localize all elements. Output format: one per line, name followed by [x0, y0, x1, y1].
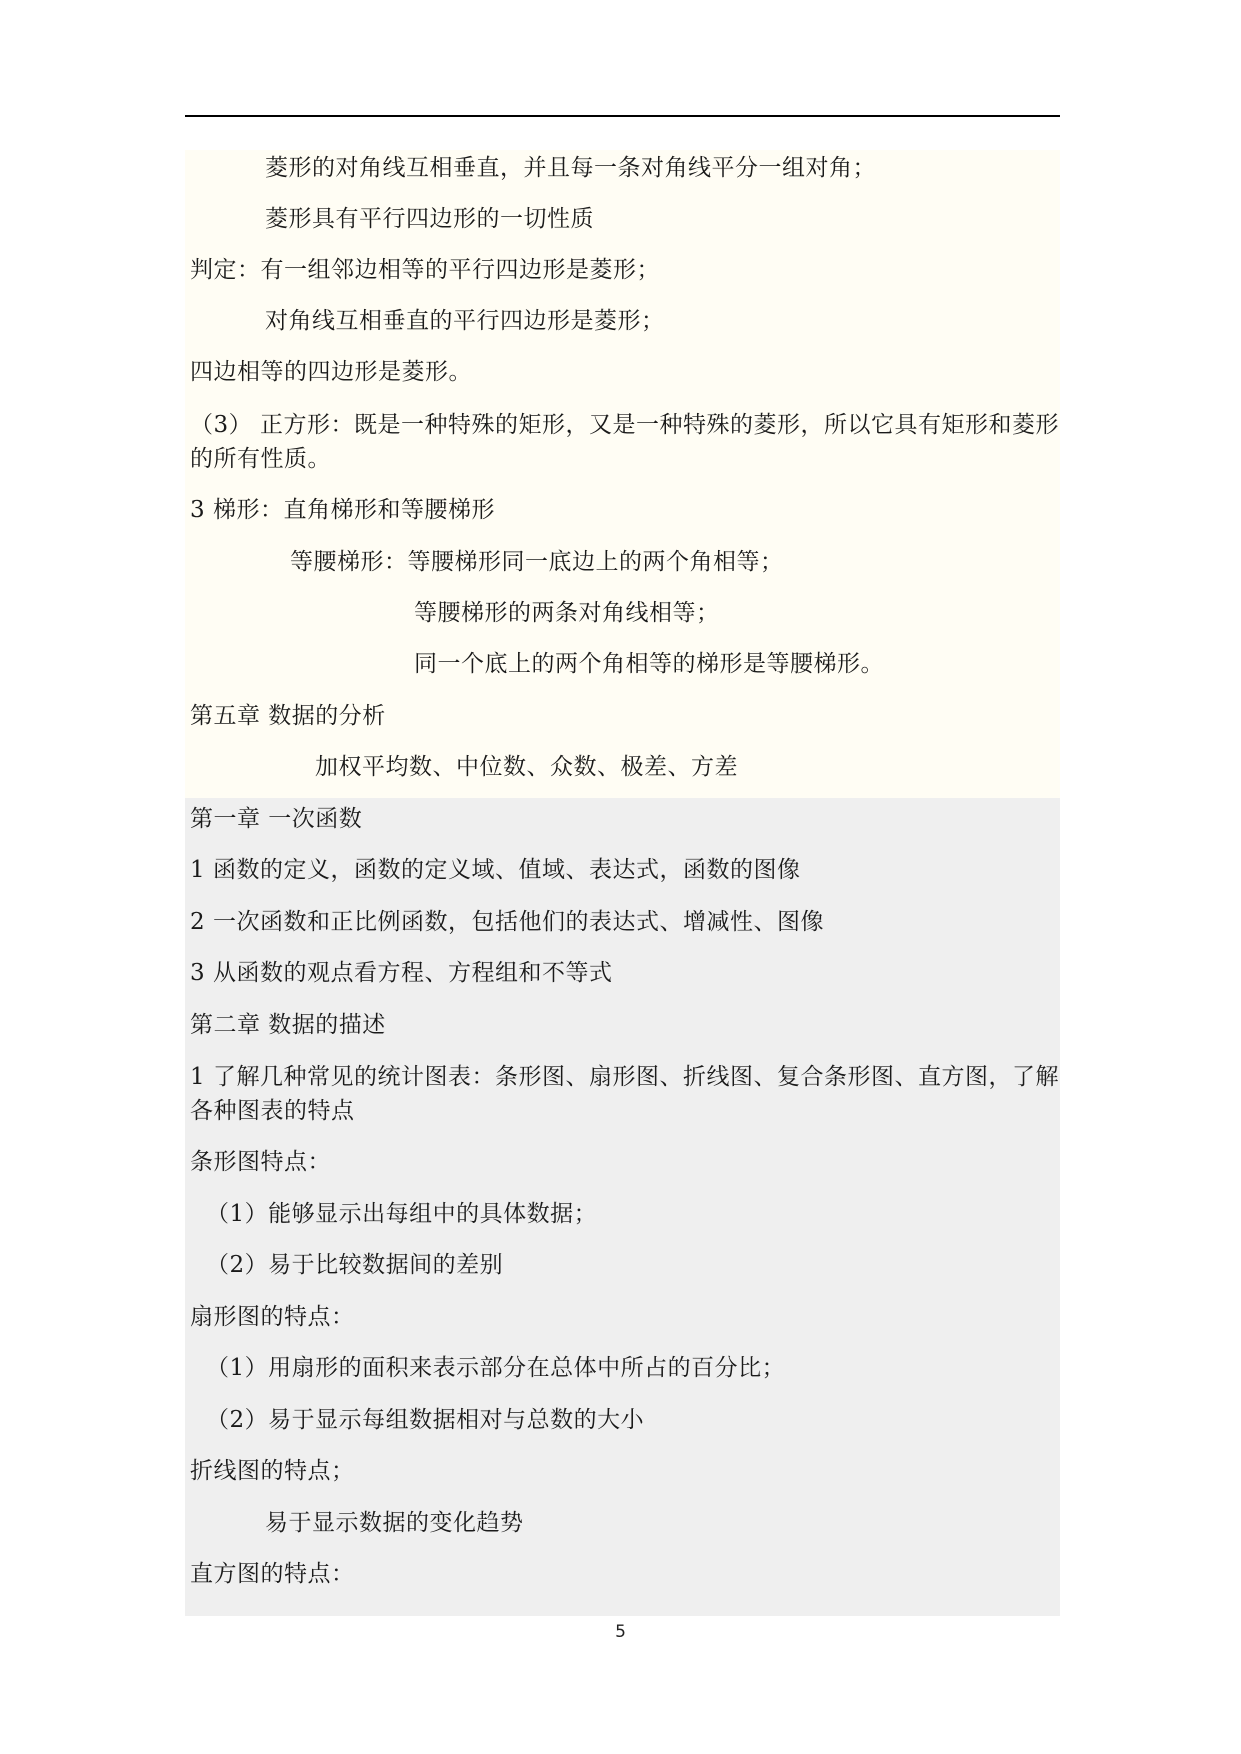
chapter-heading: 第五章 数据的分析: [190, 703, 386, 729]
text-line: 同一个底上的两个角相等的梯形是等腰梯形。: [414, 651, 884, 677]
text-line: （1）能够显示出每组中的具体数据；: [206, 1201, 598, 1227]
chapter-heading: 第二章 数据的描述: [190, 1012, 386, 1038]
text-line: 对角线互相垂直的平行四边形是菱形；: [265, 308, 665, 334]
text-paragraph: 1 了解几种常见的统计图表：条形图、扇形图、折线图、复合条形图、直方图，了解各种图表的特点: [190, 1064, 1059, 1124]
text-line: 判定：有一组邻边相等的平行四边形是菱形；: [190, 257, 660, 283]
text-line: 3 从函数的观点看方程、方程组和不等式: [190, 960, 613, 986]
text-line: 等腰梯形：等腰梯形同一底边上的两个角相等；: [290, 549, 784, 575]
page-number: 5: [615, 1622, 626, 1642]
header-rule: [185, 115, 1060, 117]
text-line: 1 函数的定义，函数的定义域、值域、表达式，函数的图像: [190, 857, 801, 883]
text-line: （2）易于比较数据间的差别: [206, 1252, 504, 1278]
text-line: 菱形具有平行四边形的一切性质: [265, 206, 594, 232]
chapter-heading: 第一章 一次函数: [190, 806, 363, 832]
text-line: 加权平均数、中位数、众数、极差、方差: [315, 754, 738, 780]
text-line: 折线图的特点；: [190, 1458, 355, 1484]
text-line: 菱形的对角线互相垂直，并且每一条对角线平分一组对角；: [265, 155, 876, 181]
text-line: （2）易于显示每组数据相对与总数的大小: [206, 1407, 645, 1433]
text-line: 3 梯形：直角梯形和等腰梯形: [190, 497, 495, 523]
text-line: 易于显示数据的变化趋势: [265, 1510, 524, 1536]
text-line: 扇形图的特点：: [190, 1304, 355, 1330]
text-line: 四边相等的四边形是菱形。: [190, 359, 472, 385]
text-line: 2 一次函数和正比例函数，包括他们的表达式、增减性、图像: [190, 909, 824, 935]
text-paragraph: （3） 正方形：既是一种特殊的矩形，又是一种特殊的菱形，所以它具有矩形和菱形的所有性质。: [190, 412, 1059, 472]
text-line: 直方图的特点：: [190, 1561, 355, 1587]
text-line: （1）用扇形的面积来表示部分在总体中所占的百分比；: [206, 1355, 786, 1381]
text-line: 等腰梯形的两条对角线相等；: [414, 600, 720, 626]
text-line: 条形图特点：: [190, 1149, 331, 1175]
